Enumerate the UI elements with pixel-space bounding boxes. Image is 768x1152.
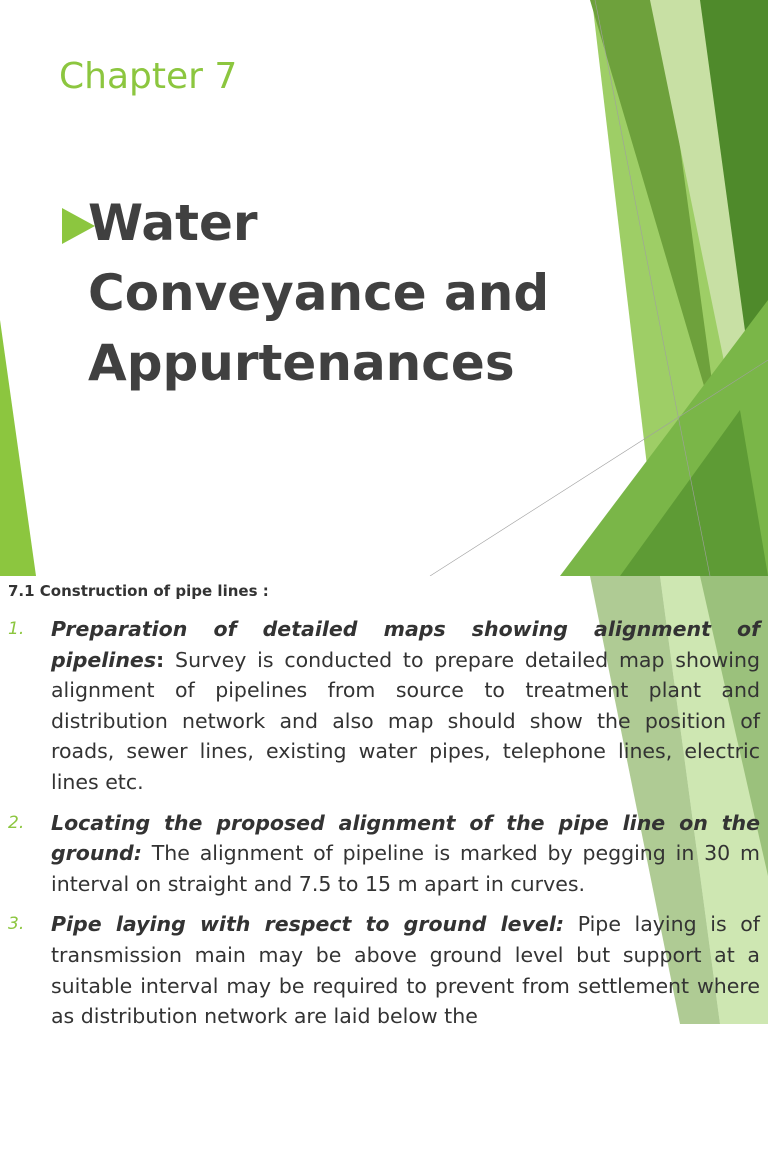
title-line: Water [88, 194, 258, 252]
arrow-bullet-icon [62, 208, 95, 244]
item-body: Survey is conducted to prepare detailed map showing alignment of pipelines from source to treatment plant and distribution network and also map should show the position of roads, sewer lines, existing water pipes, telephone lines, electric lines etc. [51, 647, 760, 794]
title-block [62, 188, 582, 398]
section-heading: 7.1 Construction of pipe lines : [8, 582, 269, 600]
title-line: Conveyance and [88, 264, 550, 322]
numbered-list [8, 614, 760, 1042]
title-line: Appurtenances [88, 334, 515, 392]
item-body: Pipe laying is of transmission main may be above ground level but support at a suitable interval may be required to prevent from settlement where as distribution network are laid below the [51, 912, 760, 1029]
slide-title [62, 188, 582, 398]
item-body: The alignment of pipeline is marked by pegging in 30 m interval on straight and 7.5 to 15 m apart in curves. [51, 841, 760, 896]
chapter-label: Chapter 7 [59, 56, 238, 97]
content-slide [0, 576, 768, 1152]
item-number: 1. [8, 619, 25, 639]
list-item [8, 614, 760, 798]
item-colon: : [156, 647, 165, 672]
item-heading: Preparation of detailed maps showing alignment of pipelines [51, 617, 760, 672]
list-item [8, 909, 760, 1031]
item-number: 3. [8, 914, 25, 935]
item-heading: Locating the proposed alignment of the pipe line on the ground: [51, 810, 760, 866]
item-number: 2. [8, 812, 25, 833]
item-heading: Pipe laying with respect to ground level: [51, 912, 565, 937]
list-item [8, 808, 760, 900]
